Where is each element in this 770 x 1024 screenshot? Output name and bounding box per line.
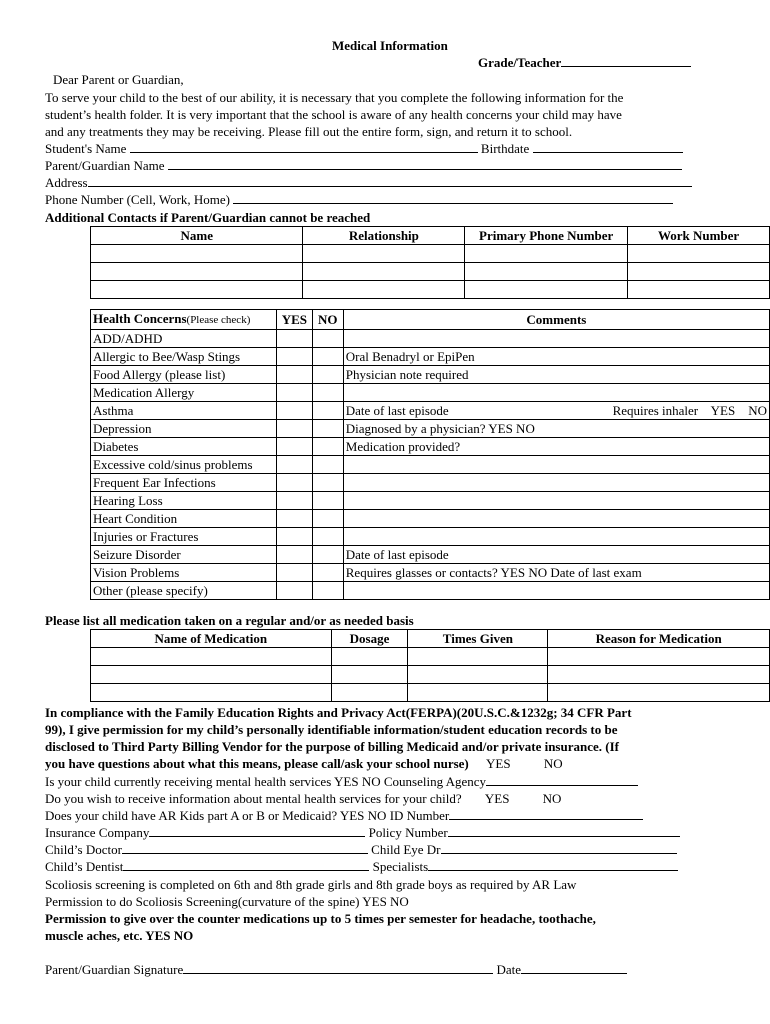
table-cell[interactable] xyxy=(303,263,465,281)
health-no-checkbox[interactable] xyxy=(312,564,343,582)
insurance-line[interactable] xyxy=(149,824,365,837)
medication-heading: Please list all medication taken on a regular and/or as needed basis xyxy=(45,613,414,628)
dentist-field[interactable] xyxy=(45,858,678,875)
contacts-col-primary-phone: Primary Phone Number xyxy=(465,227,628,245)
specialists-line[interactable] xyxy=(428,858,678,871)
health-yes-checkbox[interactable] xyxy=(276,528,312,546)
intro-line-1: To serve your child to the best of our ability, it is necessary that you complete the following information for the xyxy=(45,90,624,105)
health-comment: Physician note required xyxy=(345,367,469,382)
mh-info-field[interactable] xyxy=(45,790,561,807)
contacts-col-name: Name xyxy=(91,227,303,245)
table-cell[interactable] xyxy=(465,263,628,281)
greeting: Dear Parent or Guardian, xyxy=(53,72,184,87)
table-row xyxy=(91,684,770,702)
health-yes-checkbox[interactable] xyxy=(276,348,312,366)
phone-field[interactable] xyxy=(45,191,673,208)
health-col-concerns-label: Health Concerns xyxy=(93,311,187,326)
health-comment-cell[interactable] xyxy=(343,582,769,600)
mental-health-label: Is your child currently receiving mental health services YES NO Counseling Agency xyxy=(45,774,487,789)
table-row xyxy=(91,582,770,600)
table-row xyxy=(91,474,770,492)
table-row xyxy=(91,492,770,510)
table-row xyxy=(91,564,770,582)
contacts-header-row xyxy=(91,227,770,245)
health-no-checkbox[interactable] xyxy=(312,582,343,600)
health-concern-label: Food Allergy (please list) xyxy=(91,366,277,384)
id-number-line[interactable] xyxy=(449,807,643,820)
health-yes-checkbox[interactable] xyxy=(276,510,312,528)
eye-dr-label: Child Eye Dr xyxy=(371,842,441,857)
signature-line[interactable] xyxy=(183,961,493,974)
table-cell[interactable] xyxy=(628,245,770,263)
health-no-checkbox[interactable] xyxy=(312,348,343,366)
table-row xyxy=(91,402,770,420)
table-cell[interactable] xyxy=(331,684,408,702)
insurance-label: Insurance Company xyxy=(45,825,150,840)
student-name-label: Student's Name xyxy=(45,141,127,156)
health-concerns-table xyxy=(90,309,770,600)
medication-col-dosage: Dosage xyxy=(331,630,408,648)
table-cell[interactable] xyxy=(408,666,548,684)
table-row xyxy=(91,510,770,528)
intro-line-2: student’s health folder. It is very important that the school is aware of any health concerns your child may have xyxy=(45,107,622,122)
health-yes-checkbox[interactable] xyxy=(276,582,312,600)
health-comment-cell[interactable] xyxy=(343,510,769,528)
eye-dr-line[interactable] xyxy=(441,841,677,854)
health-concern-label: Frequent Ear Infections xyxy=(91,474,277,492)
table-cell[interactable] xyxy=(303,281,465,299)
health-concern-label: Depression xyxy=(91,420,277,438)
ar-kids-field[interactable] xyxy=(45,807,643,824)
table-cell[interactable] xyxy=(548,666,770,684)
medication-col-times: Times Given xyxy=(408,630,548,648)
insurance-field[interactable] xyxy=(45,824,680,841)
health-concern-label: Hearing Loss xyxy=(91,492,277,510)
dentist-label: Child’s Dentist xyxy=(45,859,124,874)
contacts-col-work-number: Work Number xyxy=(628,227,770,245)
health-no-checkbox[interactable] xyxy=(312,384,343,402)
doctor-label: Child’s Doctor xyxy=(45,842,122,857)
ferpa-line-1: In compliance with the Family Education Rights and Privacy Act(FERPA)(20U.S.C.&1232g; 34 CFR Part xyxy=(45,705,632,720)
health-concern-label: Other (please specify) xyxy=(91,582,277,600)
contacts-table xyxy=(90,226,770,299)
medication-header-row xyxy=(91,630,770,648)
health-comment-cell[interactable] xyxy=(343,348,769,366)
health-comment-cell[interactable] xyxy=(343,366,769,384)
health-concern-label: Allergic to Bee/Wasp Stings xyxy=(91,348,277,366)
health-comment: Date of last episode xyxy=(345,547,449,562)
contacts-col-relationship: Relationship xyxy=(303,227,465,245)
table-row xyxy=(91,384,770,402)
health-comment-cell[interactable] xyxy=(343,546,769,564)
address-line[interactable] xyxy=(88,174,692,187)
table-cell[interactable] xyxy=(91,648,332,666)
mental-health-field[interactable] xyxy=(45,773,638,790)
health-no-checkbox[interactable] xyxy=(312,402,343,420)
health-comment-right: Requires inhaler YES NO xyxy=(612,403,767,418)
table-cell[interactable] xyxy=(628,263,770,281)
table-row xyxy=(91,348,770,366)
parent-name-label: Parent/Guardian Name xyxy=(45,158,165,173)
health-comment: Requires glasses or contacts? YES NO Date of last exam xyxy=(345,565,642,580)
student-name-field[interactable] xyxy=(45,140,683,157)
table-cell[interactable] xyxy=(465,281,628,299)
health-yes-checkbox[interactable] xyxy=(276,366,312,384)
ferpa-yes-option[interactable]: YES xyxy=(486,756,511,771)
table-cell[interactable] xyxy=(91,281,303,299)
health-comment-cell[interactable] xyxy=(343,402,769,420)
health-comment: Medication provided? xyxy=(345,439,461,454)
medication-table xyxy=(90,629,770,702)
ar-kids-label: Does your child have AR Kids part A or B or Medicaid? YES NO ID Number xyxy=(45,808,450,823)
health-concern-label: Diabetes xyxy=(91,438,277,456)
health-col-yes: YES xyxy=(276,310,312,330)
health-concern-label: Heart Condition xyxy=(91,510,277,528)
ferpa-line-3: disclosed to Third Party Billing Vendor for the purpose of billing Medicaid and/or private insurance. (If xyxy=(45,739,619,754)
table-cell[interactable] xyxy=(91,245,303,263)
table-row xyxy=(91,528,770,546)
health-yes-checkbox[interactable] xyxy=(276,420,312,438)
table-row xyxy=(91,281,770,299)
table-row xyxy=(91,456,770,474)
health-no-checkbox[interactable] xyxy=(312,546,343,564)
date-line[interactable] xyxy=(521,961,627,974)
table-cell[interactable] xyxy=(303,245,465,263)
health-yes-checkbox[interactable] xyxy=(276,456,312,474)
health-concern-label: Excessive cold/sinus problems xyxy=(91,456,277,474)
ferpa-line-4 xyxy=(45,755,563,772)
parent-name-line[interactable] xyxy=(168,157,682,170)
mh-info-label: Do you wish to receive information about mental health services for your child? xyxy=(45,791,462,806)
health-header-row xyxy=(91,310,770,330)
date-label: Date xyxy=(496,962,522,977)
table-row xyxy=(91,648,770,666)
doctor-field[interactable] xyxy=(45,841,677,858)
health-body xyxy=(91,330,770,600)
health-no-checkbox[interactable] xyxy=(312,456,343,474)
health-col-no: NO xyxy=(312,310,343,330)
intro-line-3: and any treatments they may be receiving. Please fill out the entire form, sign, and return it to school. xyxy=(45,124,573,139)
table-row xyxy=(91,366,770,384)
health-no-checkbox[interactable] xyxy=(312,330,343,348)
health-yes-checkbox[interactable] xyxy=(276,474,312,492)
signature-field[interactable] xyxy=(45,961,627,978)
scoliosis-info: Scoliosis screening is completed on 6th and 8th grade girls and 8th grade boys as required by AR Law xyxy=(45,877,577,892)
health-col-concerns-note: (Please check) xyxy=(186,314,251,326)
health-no-checkbox[interactable] xyxy=(312,438,343,456)
health-no-checkbox[interactable] xyxy=(312,366,343,384)
health-no-checkbox[interactable] xyxy=(312,510,343,528)
table-row xyxy=(91,263,770,281)
table-cell[interactable] xyxy=(331,666,408,684)
table-row xyxy=(91,330,770,348)
contacts-heading: Additional Contacts if Parent/Guardian cannot be reached xyxy=(45,210,371,225)
health-yes-checkbox[interactable] xyxy=(276,492,312,510)
health-no-checkbox[interactable] xyxy=(312,474,343,492)
health-no-checkbox[interactable] xyxy=(312,420,343,438)
health-yes-checkbox[interactable] xyxy=(276,402,312,420)
table-row xyxy=(91,245,770,263)
page-title: Medical Information xyxy=(332,38,448,53)
table-cell[interactable] xyxy=(91,263,303,281)
table-row xyxy=(91,438,770,456)
table-cell[interactable] xyxy=(91,666,332,684)
health-yes-checkbox[interactable] xyxy=(276,438,312,456)
health-yes-checkbox[interactable] xyxy=(276,546,312,564)
health-comment-cell[interactable] xyxy=(343,564,769,582)
health-comment-cell[interactable] xyxy=(343,420,769,438)
ferpa-line-4-text: you have questions about what this means, please call/ask your school nurse) xyxy=(45,756,469,771)
medication-col-reason: Reason for Medication xyxy=(548,630,770,648)
grade-teacher-line[interactable] xyxy=(561,54,691,67)
mh-info-no-option[interactable]: NO xyxy=(542,791,562,806)
scoliosis-permission[interactable]: Permission to do Scoliosis Screening(curvature of the spine) YES NO xyxy=(45,894,409,909)
policy-label: Policy Number xyxy=(368,825,448,840)
health-comment-cell[interactable] xyxy=(343,456,769,474)
health-comment-cell[interactable] xyxy=(343,474,769,492)
table-row xyxy=(91,666,770,684)
table-cell[interactable] xyxy=(548,648,770,666)
health-comment: Oral Benadryl or EpiPen xyxy=(345,349,475,364)
table-cell[interactable] xyxy=(91,684,332,702)
health-concern-label: ADD/ADHD xyxy=(91,330,277,348)
otc-permission-line-1: Permission to give over the counter medications up to 5 times per semester for headache, toothache, xyxy=(45,911,596,926)
health-concern-label: Vision Problems xyxy=(91,564,277,582)
mh-info-yes-option[interactable]: YES xyxy=(484,791,510,806)
ferpa-line-2: 99), I give permission for my child’s personally identifiable information/student education records to be xyxy=(45,722,618,737)
grade-teacher-field[interactable] xyxy=(478,54,691,71)
signature-label: Parent/Guardian Signature xyxy=(45,962,184,977)
health-concern-label: Asthma xyxy=(91,402,277,420)
health-col-concerns xyxy=(91,310,277,330)
health-concern-label: Seizure Disorder xyxy=(91,546,277,564)
health-comment: Date of last episode xyxy=(345,403,449,418)
grade-teacher-label: Grade/Teacher xyxy=(478,55,562,70)
medication-col-name: Name of Medication xyxy=(91,630,332,648)
table-row xyxy=(91,546,770,564)
health-comment-cell[interactable] xyxy=(343,438,769,456)
specialists-label: Specialists xyxy=(372,859,429,874)
health-concern-label: Injuries or Fractures xyxy=(91,528,277,546)
table-cell[interactable] xyxy=(408,648,548,666)
address-label: Address xyxy=(45,175,88,190)
health-comment-cell[interactable] xyxy=(343,384,769,402)
phone-line[interactable] xyxy=(233,191,673,204)
table-row xyxy=(91,420,770,438)
policy-line[interactable] xyxy=(448,824,680,837)
counseling-agency-line[interactable] xyxy=(486,773,638,786)
table-cell[interactable] xyxy=(331,648,408,666)
table-cell[interactable] xyxy=(465,245,628,263)
health-col-comments: Comments xyxy=(343,310,769,330)
table-cell[interactable] xyxy=(628,281,770,299)
health-no-checkbox[interactable] xyxy=(312,492,343,510)
birthdate-label: Birthdate xyxy=(480,141,530,156)
birthdate-line[interactable] xyxy=(533,140,683,153)
address-field[interactable] xyxy=(45,174,692,191)
health-no-checkbox[interactable] xyxy=(312,528,343,546)
doctor-line[interactable] xyxy=(122,841,368,854)
health-comment-cell[interactable] xyxy=(343,330,769,348)
health-comment-cell[interactable] xyxy=(343,492,769,510)
health-comment-cell[interactable] xyxy=(343,528,769,546)
phone-label: Phone Number (Cell, Work, Home) xyxy=(45,192,231,207)
parent-name-field[interactable] xyxy=(45,157,682,174)
ferpa-no-option[interactable]: NO xyxy=(543,756,563,771)
student-name-line[interactable] xyxy=(130,140,478,153)
table-cell[interactable] xyxy=(408,684,548,702)
health-concern-label: Medication Allergy xyxy=(91,384,277,402)
table-cell[interactable] xyxy=(548,684,770,702)
health-comment: Diagnosed by a physician? YES NO xyxy=(345,421,535,436)
dentist-line[interactable] xyxy=(123,858,369,871)
health-yes-checkbox[interactable] xyxy=(276,384,312,402)
otc-permission-line-2[interactable]: muscle aches, etc. YES NO xyxy=(45,928,194,943)
health-yes-checkbox[interactable] xyxy=(276,330,312,348)
health-yes-checkbox[interactable] xyxy=(276,564,312,582)
